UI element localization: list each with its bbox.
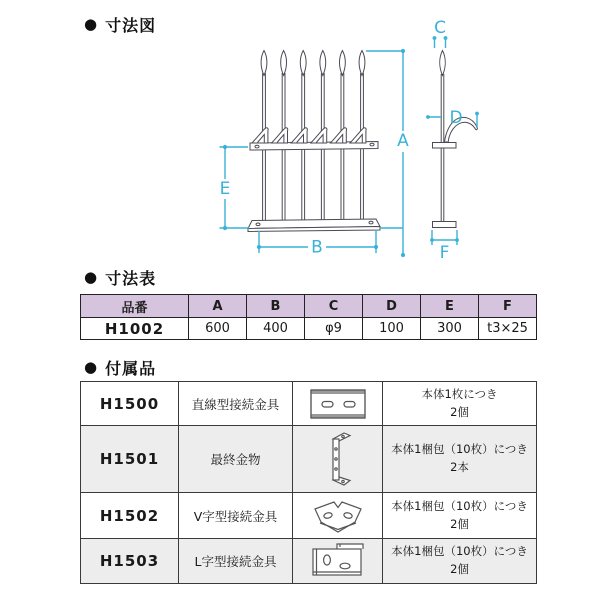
qty-line2: 2個 bbox=[450, 404, 469, 419]
section-title-dimension-table bbox=[84, 266, 156, 289]
cell-a: 600 bbox=[189, 318, 247, 340]
cell-part-no: H1002 bbox=[81, 318, 189, 340]
section-title-text: 寸法図 bbox=[105, 16, 157, 35]
accessory-image-cell bbox=[293, 426, 383, 493]
cell-d: 100 bbox=[363, 318, 421, 340]
v-connector-icon bbox=[309, 495, 367, 537]
accessory-row-h1503 bbox=[81, 539, 537, 584]
qty-line1: 本体1枚につき bbox=[421, 386, 498, 401]
l-connector-icon bbox=[307, 540, 369, 582]
dimension-table-header-row bbox=[81, 295, 537, 318]
dimension-table-grid bbox=[80, 294, 537, 340]
accessory-qty bbox=[383, 493, 537, 539]
side-view-drawing bbox=[433, 51, 478, 228]
dim-label-a: A bbox=[397, 131, 409, 151]
cell-e: 300 bbox=[421, 318, 479, 340]
accessory-image-cell bbox=[293, 539, 383, 584]
cell-b: 400 bbox=[247, 318, 305, 340]
header-part-no: 品番 bbox=[81, 295, 189, 318]
header-b: B bbox=[247, 295, 305, 318]
section-title-text: 寸法表 bbox=[105, 269, 157, 288]
section-title-accessories bbox=[84, 356, 156, 379]
qty-line1: 本体1梱包（10枚）につき bbox=[391, 442, 528, 457]
dim-label-c: C bbox=[434, 18, 446, 38]
accessory-name: L字型接続金具 bbox=[179, 539, 293, 584]
accessory-code: H1502 bbox=[81, 493, 179, 539]
accessory-code: H1503 bbox=[81, 539, 179, 584]
dim-label-b: B bbox=[311, 237, 323, 258]
header-e: E bbox=[421, 295, 479, 318]
cell-c: φ9 bbox=[305, 318, 363, 340]
accessories-table-grid bbox=[80, 381, 537, 584]
accessory-name: 最終金物 bbox=[179, 426, 293, 493]
accessory-row-h1502 bbox=[81, 493, 537, 539]
accessory-qty bbox=[383, 539, 537, 584]
cell-f: t3×25 bbox=[479, 318, 537, 340]
accessory-image-cell bbox=[293, 493, 383, 539]
accessory-row-h1500 bbox=[81, 382, 537, 426]
accessory-qty bbox=[383, 426, 537, 493]
header-c: C bbox=[305, 295, 363, 318]
dimension-table-data-row bbox=[81, 318, 537, 340]
qty-line1: 本体1梱包（10枚）につき bbox=[391, 498, 528, 513]
accessory-code: H1500 bbox=[81, 382, 179, 426]
end-hardware-icon bbox=[321, 430, 355, 488]
qty-line2: 2本 bbox=[450, 460, 469, 474]
accessory-code: H1501 bbox=[81, 426, 179, 493]
accessory-name: V字型接続金具 bbox=[179, 493, 293, 539]
section-title-text: 付属品 bbox=[105, 359, 157, 378]
header-a: A bbox=[189, 295, 247, 318]
accessory-image-cell bbox=[293, 382, 383, 426]
header-f: F bbox=[479, 295, 537, 318]
bullet-icon: ● bbox=[84, 15, 99, 33]
accessory-qty bbox=[383, 382, 537, 426]
straight-connector-icon bbox=[307, 386, 369, 422]
accessory-row-h1501 bbox=[81, 426, 537, 493]
bullet-icon: ● bbox=[84, 268, 99, 286]
dim-label-f: F bbox=[439, 243, 450, 263]
dimension-diagram bbox=[210, 14, 555, 270]
front-view-drawing bbox=[248, 51, 380, 232]
qty-line2: 2個 bbox=[450, 562, 469, 576]
bullet-icon: ● bbox=[84, 358, 99, 376]
dim-label-e: E bbox=[219, 179, 231, 199]
dimension-table bbox=[80, 294, 537, 340]
qty-line2: 2個 bbox=[450, 516, 469, 531]
qty-line1: 本体1梱包（10枚）につき bbox=[391, 544, 528, 559]
accessories-table bbox=[80, 381, 537, 584]
accessory-name: 直線型接続金具 bbox=[179, 382, 293, 426]
dim-label-d: D bbox=[449, 108, 463, 128]
section-title-dimension-diagram bbox=[84, 13, 156, 36]
header-d: D bbox=[363, 295, 421, 318]
